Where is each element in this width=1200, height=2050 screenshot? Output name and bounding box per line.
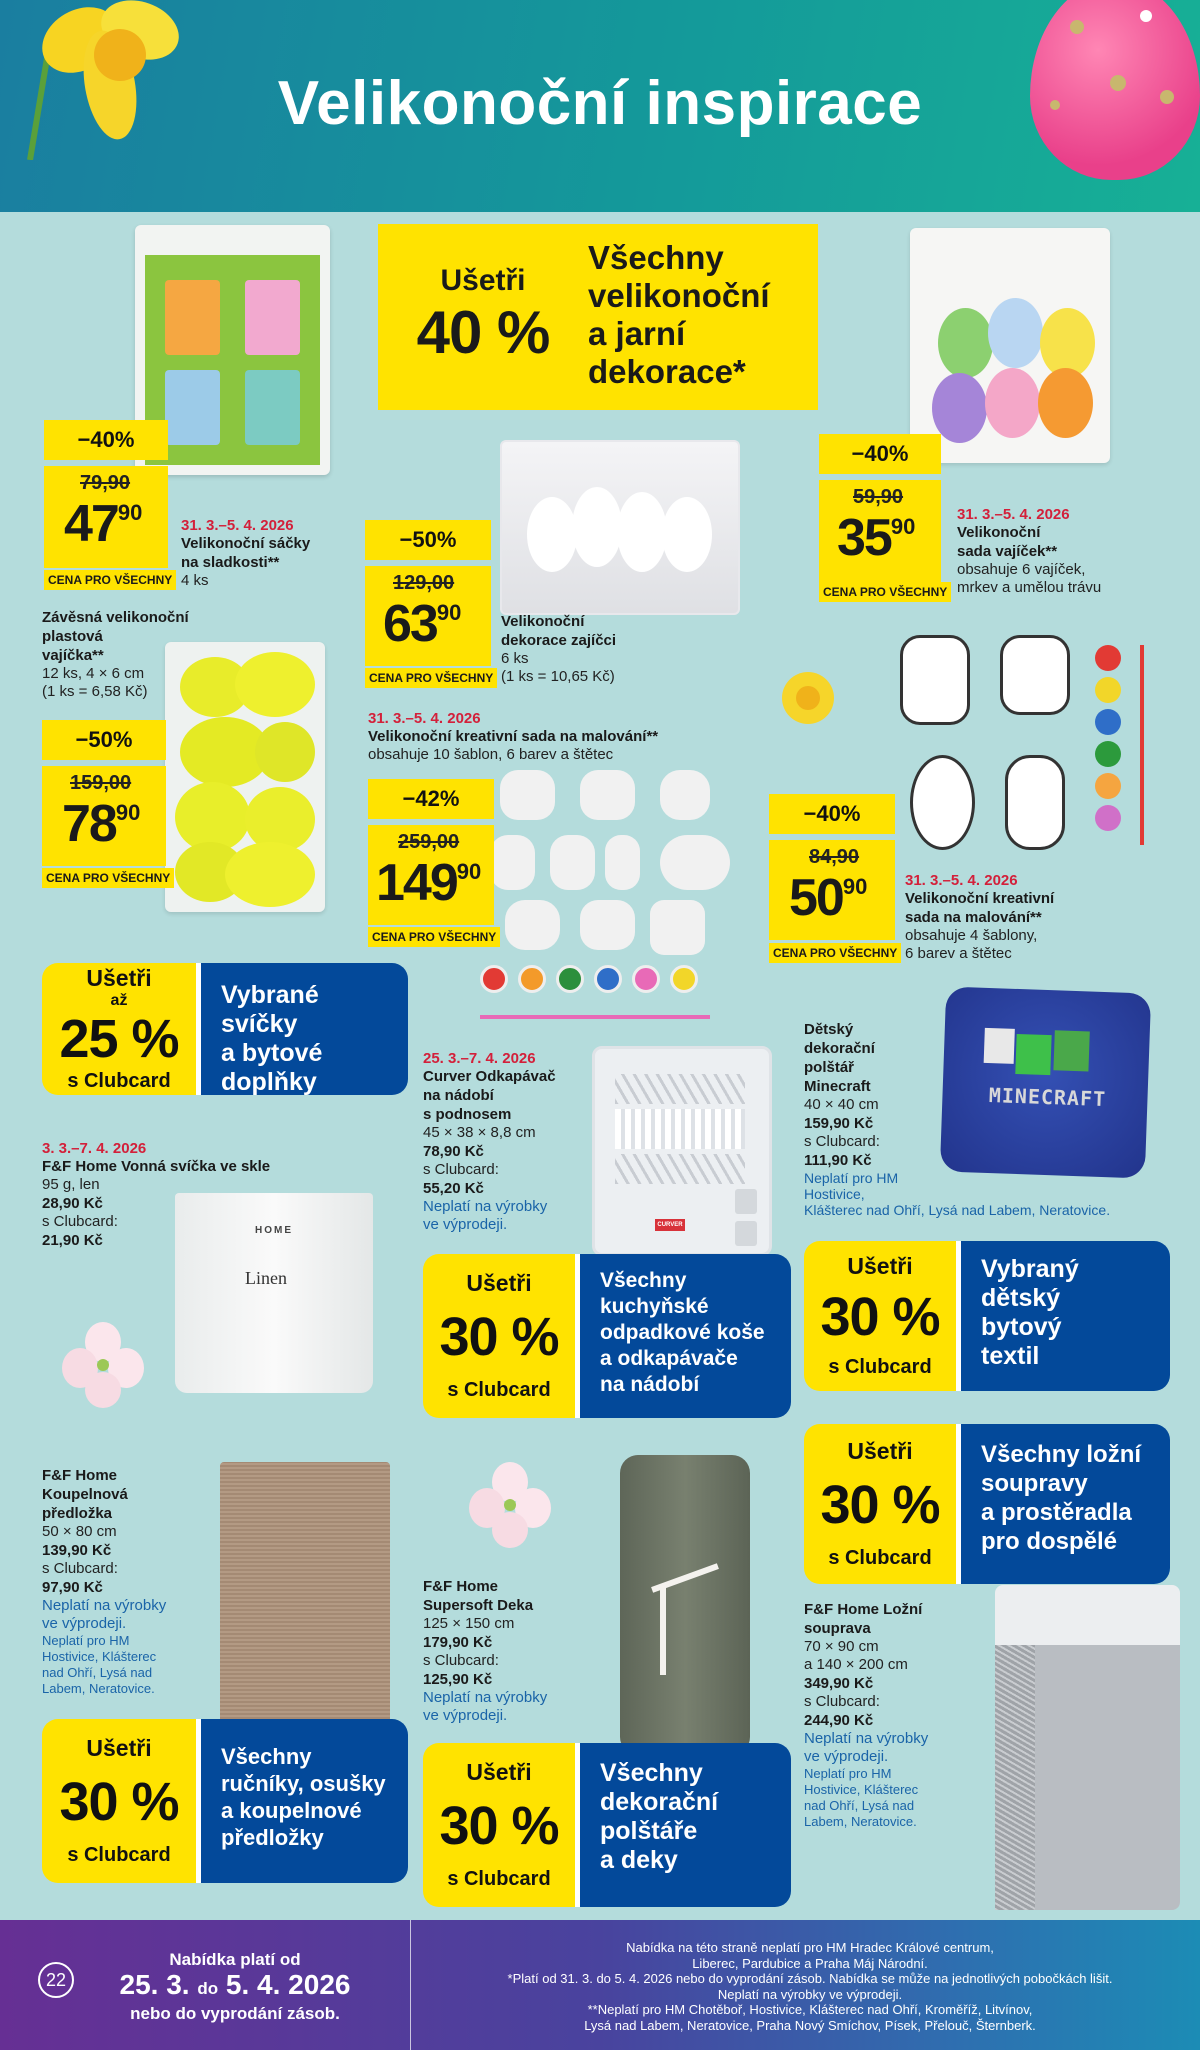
disclaimer: Neplatí na výrobky bbox=[42, 1597, 167, 1614]
footer bbox=[0, 1920, 1200, 2050]
fine-print-line: Neplatí na výrobky ve výprodeji. bbox=[717, 1986, 903, 2002]
promo-text-line: a deky bbox=[600, 1846, 678, 1874]
price-label: CENA PRO VŠECHNY bbox=[44, 570, 176, 590]
product-name: sada na malování** bbox=[905, 909, 1042, 926]
product-name: Koupelnová bbox=[42, 1486, 128, 1503]
product-desc: 6 ks bbox=[501, 650, 529, 667]
current-price: $35^{90}$ bbox=[837, 509, 916, 567]
product-name: F&F Home Vonná svíčka ve skle bbox=[42, 1158, 271, 1175]
discount-badge: −50% bbox=[42, 720, 166, 760]
price-label: CENA PRO VŠECHNY bbox=[368, 927, 500, 947]
product-name: na nádobí bbox=[423, 1087, 494, 1104]
hero-percent: 40 % bbox=[416, 299, 550, 366]
product-desc: 6 barev a štětec bbox=[905, 945, 1012, 962]
clubcard-label: s Clubcard: bbox=[423, 1161, 499, 1178]
discount-badge: −40% bbox=[44, 420, 168, 460]
product-desc: mrkev a umělou trávu bbox=[957, 579, 1102, 596]
product-image-dish-rack[interactable] bbox=[592, 1046, 772, 1256]
page-title: Velikonoční inspirace bbox=[277, 69, 923, 138]
price-label: CENA PRO VŠECHNY bbox=[42, 868, 174, 888]
clubcard-label: s Clubcard: bbox=[423, 1652, 499, 1669]
clubcard-label: s Clubcard: bbox=[804, 1133, 880, 1150]
product-name: sada vajíček** bbox=[957, 543, 1058, 560]
product-name: Minecraft bbox=[804, 1078, 871, 1095]
jar-label: HOME bbox=[255, 1225, 293, 1236]
price-box bbox=[44, 466, 168, 568]
brush bbox=[1140, 645, 1144, 845]
disclaimer: ve výprodeji. bbox=[423, 1216, 508, 1233]
promo-upto: až bbox=[110, 992, 128, 1010]
product-desc: 95 g, len bbox=[42, 1176, 100, 1193]
disclaimer: Neplatí pro HM bbox=[42, 1633, 130, 1648]
fine-print-line: Liberec, Pardubice a Praha Máj Národní. bbox=[692, 1955, 928, 1971]
disclaimer: Hostivice, bbox=[804, 1186, 865, 1202]
product-desc: (1 ks = 10,65 Kč) bbox=[501, 668, 615, 685]
disclaimer: Neplatí pro HM bbox=[804, 1766, 892, 1781]
promo-percent: 30 % bbox=[439, 1307, 559, 1368]
offer-date: 3. 3.–7. 4. 2026 bbox=[42, 1140, 147, 1157]
promo-text-line: Vybrané bbox=[221, 981, 319, 1009]
promo-text-line: soupravy bbox=[981, 1470, 1088, 1497]
promo-text-line: a bytové bbox=[221, 1039, 323, 1067]
paint-palette bbox=[1095, 645, 1123, 845]
hero-text-line: a jarní bbox=[588, 315, 686, 352]
product-image-blanket[interactable] bbox=[620, 1455, 750, 1755]
product-name: Velikonoční kreativní sada na malování** bbox=[368, 728, 659, 745]
promo-save-label: Ušetři bbox=[86, 965, 152, 992]
valid-to-word: do bbox=[197, 1979, 219, 1998]
price-label: CENA PRO VŠECHNY bbox=[769, 943, 901, 963]
product-desc: 125 × 150 cm bbox=[423, 1615, 515, 1632]
promo-percent: 30 % bbox=[820, 1287, 940, 1348]
disclaimer: nad Ohří, Lysá nad bbox=[42, 1665, 153, 1680]
promo-percent: 30 % bbox=[59, 1772, 179, 1833]
product-name: polštář bbox=[804, 1059, 855, 1076]
promo-text-line: Všechny bbox=[221, 1744, 312, 1769]
regular-price: 78,90 Kč bbox=[423, 1143, 484, 1160]
old-price: 84,90 bbox=[809, 846, 860, 868]
disclaimer: ve výprodeji. bbox=[804, 1748, 889, 1765]
product-info-bags bbox=[181, 517, 310, 590]
old-price: 59,90 bbox=[853, 486, 904, 508]
promo-clubcard: s Clubcard bbox=[67, 1069, 171, 1092]
promo-save-label: Ušetři bbox=[466, 1269, 532, 1296]
product-name: souprava bbox=[804, 1620, 871, 1637]
promo-text-line: Všechny bbox=[600, 1759, 703, 1787]
flower-icon bbox=[465, 1460, 555, 1550]
clubcard-price: 125,90 Kč bbox=[423, 1671, 493, 1688]
disclaimer: Neplatí na výrobky bbox=[423, 1198, 548, 1215]
disclaimer: Neplatí pro HM bbox=[804, 1170, 899, 1186]
product-desc: 45 × 38 × 8,8 cm bbox=[423, 1124, 536, 1141]
discount-badge: −42% bbox=[368, 779, 494, 819]
daffodil-small-icon bbox=[778, 668, 838, 728]
hero-text-line: velikonoční bbox=[588, 277, 770, 314]
promo-clubcard: s Clubcard bbox=[447, 1379, 551, 1402]
product-name: plastová bbox=[42, 628, 103, 645]
promo-clubcard: s Clubcard bbox=[67, 1844, 171, 1867]
promo-text-line: Vybraný bbox=[981, 1255, 1079, 1283]
regular-price: 28,90 Kč bbox=[42, 1195, 103, 1212]
price-box bbox=[769, 840, 895, 940]
product-image-candle[interactable] bbox=[175, 1193, 373, 1393]
product-name: Supersoft Deka bbox=[423, 1597, 534, 1614]
promo-text-line: odpadkové koše bbox=[600, 1321, 765, 1344]
offer-date: 31. 3.–5. 4. 2026 bbox=[181, 517, 294, 534]
brush bbox=[480, 1015, 710, 1019]
product-name: předložka bbox=[42, 1505, 113, 1522]
clubcard-label: s Clubcard: bbox=[42, 1213, 118, 1230]
current-price: $47^{90}$ bbox=[64, 495, 143, 553]
regular-price: 349,90 Kč bbox=[804, 1675, 874, 1692]
product-image-painting-set-4[interactable] bbox=[900, 635, 1160, 870]
disclaimer: Hostivice, Klášterec bbox=[42, 1649, 157, 1664]
regular-price: 139,90 Kč bbox=[42, 1542, 112, 1559]
hero-text-line: dekorace* bbox=[588, 353, 746, 390]
disclaimer: Klášterec nad Ohří, Lysá nad Labem, Neratovice. bbox=[804, 1202, 1111, 1218]
promo-text-line: Všechny bbox=[600, 1269, 687, 1292]
promo-text-line: doplňky bbox=[221, 1068, 317, 1095]
fine-print-line: Nabídka na této straně neplatí pro HM Hradec Králové centrum, bbox=[626, 1940, 994, 1955]
product-desc: obsahuje 4 šablony, bbox=[905, 927, 1038, 944]
current-price: $63^{90}$ bbox=[383, 595, 462, 653]
fine-print-line: **Neplatí pro HM Chotěboř, Hostivice, Klášterec nad Ohří, Kroměříž, Litvínov, bbox=[587, 2002, 1033, 2017]
product-name: Velikonoční bbox=[501, 613, 585, 630]
price-label: CENA PRO VŠECHNY bbox=[819, 582, 951, 602]
product-info-bunnies bbox=[501, 612, 616, 686]
promo-towels[interactable] bbox=[42, 1719, 408, 1883]
product-info-egg-set bbox=[957, 506, 1101, 597]
offer-date: 31. 3.–5. 4. 2026 bbox=[368, 710, 481, 727]
current-price: $149^{90}$ bbox=[376, 854, 482, 912]
old-price: 259,00 bbox=[398, 831, 460, 853]
hero-promo-banner[interactable] bbox=[378, 224, 818, 410]
product-name: F&F Home Ložní bbox=[804, 1601, 923, 1618]
promo-text-line: a prostěradla bbox=[981, 1499, 1132, 1526]
product-name: Závěsná velikonoční bbox=[42, 609, 189, 626]
promo-save-label: Ušetři bbox=[466, 1758, 532, 1785]
paint-palette bbox=[480, 965, 720, 995]
promo-text-line: na nádobí bbox=[600, 1373, 700, 1396]
promo-save-label: Ušetři bbox=[847, 1437, 913, 1464]
clubcard-label: s Clubcard: bbox=[804, 1693, 880, 1710]
clubcard-price: 55,20 Kč bbox=[423, 1180, 484, 1197]
fine-print-line: Lysá nad Labem, Neratovice, Praha Nový Smíchov, Písek, Přelouč, Šternberk. bbox=[584, 2017, 1036, 2033]
regular-price: 179,90 Kč bbox=[423, 1634, 493, 1651]
regular-price: 159,90 Kč bbox=[804, 1115, 874, 1132]
price-box bbox=[42, 766, 166, 866]
product-info-dish-rack bbox=[423, 1050, 556, 1234]
disclaimer: ve výprodeji. bbox=[423, 1707, 508, 1724]
promo-text-line: předložky bbox=[221, 1825, 324, 1850]
fine-print-line: *Platí od 31. 3. do 5. 4. 2026 nebo do vyprodání zásob. Nabídka se může na jednotlivých pobočkách lišit. bbox=[507, 1971, 1113, 1986]
old-price: 159,00 bbox=[70, 772, 132, 794]
product-desc: a 140 × 200 cm bbox=[804, 1656, 908, 1673]
product-info-painting-set-4 bbox=[905, 872, 1054, 963]
fine-print bbox=[420, 1940, 1200, 2033]
promo-text-line: kuchyňské bbox=[600, 1295, 709, 1318]
promo-text-line: textil bbox=[981, 1342, 1040, 1370]
price-label: CENA PRO VŠECHNY bbox=[365, 668, 497, 688]
product-desc: 50 × 80 cm bbox=[42, 1523, 117, 1540]
promo-clubcard: s Clubcard bbox=[828, 1547, 932, 1570]
current-price: $50^{90}$ bbox=[789, 869, 868, 927]
disclaimer: nad Ohří, Lysá nad bbox=[804, 1798, 915, 1813]
product-image-bunnies[interactable] bbox=[500, 440, 740, 615]
valid-to: 5. 4. 2026 bbox=[225, 1969, 351, 2000]
validity-label: Nabídka platí od bbox=[169, 1950, 301, 1969]
product-desc: 40 × 40 cm bbox=[804, 1096, 879, 1113]
discount-badge: −40% bbox=[769, 794, 895, 834]
old-price: 129,00 bbox=[393, 572, 455, 594]
promo-save-label: Ušetři bbox=[86, 1734, 152, 1761]
discount-badge: −40% bbox=[819, 434, 941, 474]
product-name: F&F Home bbox=[42, 1467, 117, 1484]
promo-bedding[interactable] bbox=[804, 1424, 1170, 1584]
product-name: F&F Home bbox=[423, 1578, 498, 1595]
product-desc: 12 ks, 4 × 6 cm bbox=[42, 665, 145, 682]
brand-label: CURVER bbox=[655, 1219, 685, 1231]
disclaimer: Neplatí na výrobky bbox=[423, 1689, 548, 1706]
clubcard-price: 111,90 Kč bbox=[804, 1152, 872, 1169]
product-name: dekorační bbox=[804, 1040, 875, 1057]
product-image-bath-mat[interactable] bbox=[220, 1462, 390, 1747]
jar-scent: Linen bbox=[245, 1268, 287, 1288]
price-box bbox=[365, 566, 491, 666]
pillow-print: MINECRAFT bbox=[988, 1083, 1107, 1112]
offer-date: 25. 3.–7. 4. 2026 bbox=[423, 1050, 536, 1067]
promo-candles[interactable] bbox=[42, 963, 408, 1095]
product-image-pillow[interactable] bbox=[940, 986, 1151, 1178]
promo-text-line: polštáře bbox=[600, 1817, 698, 1845]
validity-suffix: nebo do vyprodání zásob. bbox=[130, 2004, 340, 2023]
product-name: Dětský bbox=[804, 1021, 854, 1038]
promo-text-line: a odkapávače bbox=[600, 1347, 738, 1370]
price-box bbox=[368, 825, 494, 925]
product-image-bedding[interactable] bbox=[995, 1585, 1180, 1910]
product-desc: 70 × 90 cm bbox=[804, 1638, 879, 1655]
page-number: 22 bbox=[38, 1962, 74, 1998]
product-info-bedding bbox=[804, 1600, 928, 1830]
product-image-egg-set[interactable] bbox=[910, 228, 1110, 463]
promo-text-line: pro dospělé bbox=[981, 1528, 1118, 1555]
promo-clubcard: s Clubcard bbox=[828, 1355, 932, 1378]
disclaimer: Labem, Neratovice. bbox=[42, 1681, 155, 1696]
clubcard-label: s Clubcard: bbox=[42, 1560, 118, 1577]
discount-badge: −50% bbox=[365, 520, 491, 560]
promo-text-line: Všechny ložní bbox=[981, 1441, 1142, 1468]
valid-from: 25. 3. bbox=[119, 1969, 190, 2000]
disclaimer: Neplatí na výrobky bbox=[804, 1730, 929, 1747]
promo-text-line: dětský bbox=[981, 1284, 1061, 1312]
clubcard-price: 21,90 Kč bbox=[42, 1232, 103, 1249]
product-name: s podnosem bbox=[423, 1106, 512, 1123]
product-name: Velikonoční sáčky bbox=[181, 535, 311, 552]
product-info-blanket bbox=[423, 1577, 547, 1725]
current-price: $78^{90}$ bbox=[62, 795, 141, 853]
product-image-hanging-eggs[interactable] bbox=[165, 642, 325, 912]
promo-text-line: bytový bbox=[981, 1313, 1062, 1341]
promo-cushions[interactable] bbox=[423, 1743, 791, 1907]
offer-date: 31. 3.–5. 4. 2026 bbox=[957, 506, 1070, 523]
easter-egg-decoration bbox=[1030, 0, 1200, 180]
flower-icon bbox=[58, 1320, 148, 1410]
disclaimer: Labem, Neratovice. bbox=[804, 1814, 917, 1829]
disclaimer: ve výprodeji. bbox=[42, 1615, 127, 1632]
clubcard-price: 244,90 Kč bbox=[804, 1712, 874, 1729]
disclaimer: Hostivice, Klášterec bbox=[804, 1782, 919, 1797]
promo-percent: 30 % bbox=[439, 1796, 559, 1857]
promo-clubcard: s Clubcard bbox=[447, 1868, 551, 1891]
promo-kitchen[interactable] bbox=[423, 1254, 791, 1418]
promo-text-line: svíčky bbox=[221, 1010, 298, 1038]
validity-info bbox=[110, 1950, 360, 2024]
offer-date: 31. 3.–5. 4. 2026 bbox=[905, 872, 1018, 889]
hero-text-line: Všechny bbox=[588, 239, 724, 276]
product-image-painting-set-10[interactable] bbox=[490, 770, 750, 1020]
product-name: Velikonoční bbox=[957, 524, 1041, 541]
promo-kids-textile[interactable] bbox=[804, 1241, 1170, 1391]
product-info-bath-mat bbox=[42, 1466, 166, 1697]
promo-percent: 25 % bbox=[59, 1009, 179, 1070]
promo-text-line: a koupelnové bbox=[221, 1798, 362, 1823]
header-banner bbox=[0, 0, 1200, 212]
hero-save-label: Ušetři bbox=[440, 264, 526, 297]
product-name: Velikonoční kreativní bbox=[905, 890, 1055, 907]
promo-percent: 30 % bbox=[820, 1475, 940, 1536]
product-name: dekorace zajíčci bbox=[501, 632, 617, 649]
product-info-painting-set-10 bbox=[368, 710, 768, 764]
price-box bbox=[819, 480, 941, 582]
promo-text-line: ručníky, osušky bbox=[221, 1771, 386, 1796]
clubcard-price: 97,90 Kč bbox=[42, 1579, 103, 1596]
product-desc: obsahuje 10 šablon, 6 barev a štětec bbox=[368, 746, 614, 763]
product-desc: (1 ks = 6,58 Kč) bbox=[42, 683, 148, 700]
product-desc: obsahuje 6 vajíček, bbox=[957, 561, 1086, 578]
product-name: Curver Odkapávač bbox=[423, 1068, 556, 1085]
product-name: vajíčka** bbox=[42, 647, 104, 664]
product-desc: 4 ks bbox=[181, 572, 209, 589]
footer-divider bbox=[410, 1920, 411, 2050]
promo-text-line: dekorační bbox=[600, 1788, 719, 1816]
promo-save-label: Ušetři bbox=[847, 1253, 913, 1280]
product-name: na sladkosti** bbox=[181, 554, 280, 571]
old-price: 79,90 bbox=[80, 472, 131, 494]
